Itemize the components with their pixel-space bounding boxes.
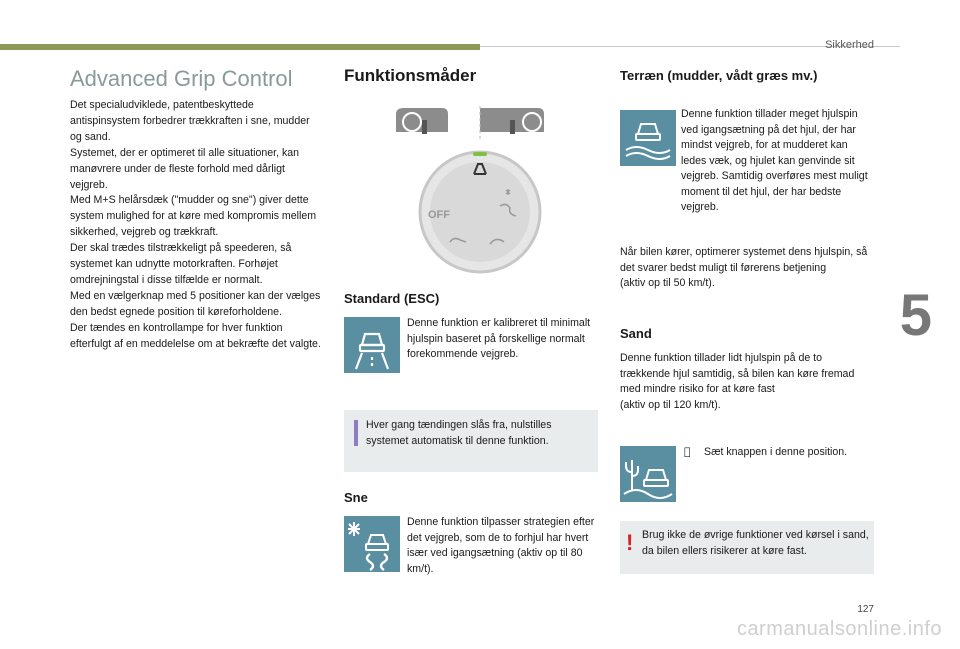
intro-paragraph: Med M+S helårsdæk ("mudder og sne") giver dette system mulighed for at køre med kompromis mellem sikkerhed, vejgreb og trækkraft.: [70, 194, 317, 239]
chapter-number: 5: [899, 283, 932, 348]
info-text: Hver gang tændingen slås fra, nulstilles systemet automatisk til denne funktion.: [366, 419, 552, 447]
header-accent-bar: [0, 44, 480, 50]
intro-paragraph: Med en vælgerknap med 5 positioner kan der vælges den bedst egnede position til køreforholdene.: [70, 289, 321, 318]
page-title: Advanced Grip Control: [70, 66, 293, 91]
terrain-text-2: [620, 245, 870, 292]
snow-title: Sne: [344, 490, 368, 505]
warning-icon: !: [626, 530, 634, 555]
terrain-text-2a: Når bilen kører, optimerer systemet dens hjulspin, så det svarer bedst muligt til førerens betjening: [620, 246, 868, 274]
intro-paragraph: Der skal trædes tilstrækkeligt på speederen, så systemet kan udnytte motorkraften. Forhøjet omdrejningstal i disse tilfælde er normalt.: [70, 242, 292, 286]
sand-text-a: Denne funktion tillader lidt hjulspin på de to trækkende hjul samtidig, så bilen kan køre fremad med mindre risiko for at køre fast: [620, 352, 855, 395]
sand-text-b: (aktiv op til 120 km/t).: [620, 398, 721, 411]
standard-text: Denne funktion er kalibreret til minimalt hjulspin baseret på forskellige normalt forekommende vejgreb.: [407, 317, 591, 360]
modes-heading: Funktionsmåder: [344, 66, 477, 85]
intro-text: [70, 98, 324, 353]
active-indicator: [473, 152, 487, 156]
terrain-mode-icon: [620, 110, 676, 166]
standard-title: Standard (ESC): [344, 291, 440, 306]
snow-text: Denne funktion tilpasser strategien efter det vejgreb, som de to forhjul har hvert især ved igangsætning (aktiv op til 80 km/t).: [407, 516, 595, 575]
intro-paragraph: Der tændes en kontrollampe for hver funktion efterfulgt af en meddelelse om at bekræfte det valgte.: [70, 321, 321, 350]
terrain-title: Terræn (mudder, vådt græs mv.): [620, 68, 818, 83]
warning-box: [620, 521, 874, 574]
standard-mode-icon: [344, 317, 400, 373]
terrain-text-2b: (aktiv op til 50 km/t).: [620, 277, 715, 289]
watermark: carmanualsonline.info: [736, 618, 942, 640]
sand-title: Sand: [620, 326, 652, 341]
sand-instruction: Sæt knappen i denne position.: [704, 446, 848, 458]
intro-paragraph: Systemet, der er optimeret til alle situationer, kan manøvrere under de fleste forhold med dårligt vejgreb.: [70, 146, 300, 191]
mode-selector-dial: [390, 102, 570, 282]
intro-paragraph: Det specialudviklede, patentbeskyttede antispinsystem forbedrer trækkraften i sne, mudder og sand.: [70, 99, 310, 143]
steering-wheel-icon: [396, 108, 544, 134]
warning-text: Brug ikke de øvrige funktioner ved kørsel i sand, da bilen ellers risikerer at køre fast.: [642, 529, 869, 557]
section-label: Sikkerhed: [825, 39, 874, 51]
terrain-text: Denne funktion tillader meget hjulspin ved igangsætning på det hjul, der har mindst vejgreb, for at mudderet kan ledes væk, og hjulet kan genvinde sit vejgreb. Samtidig overføres mest muligt moment til det hjul, der har bedste vejgreb.: [681, 108, 868, 213]
dial-off-label: OFF: [428, 209, 450, 221]
instruction-marker: [684, 445, 698, 461]
sand-text: [620, 351, 870, 413]
page-number: 127: [857, 604, 874, 615]
mode-selector-illustration: [390, 102, 570, 282]
snow-mode-icon: [344, 516, 400, 572]
info-box: [344, 410, 598, 472]
info-icon: [354, 420, 358, 446]
sand-mode-icon: [620, 446, 676, 502]
